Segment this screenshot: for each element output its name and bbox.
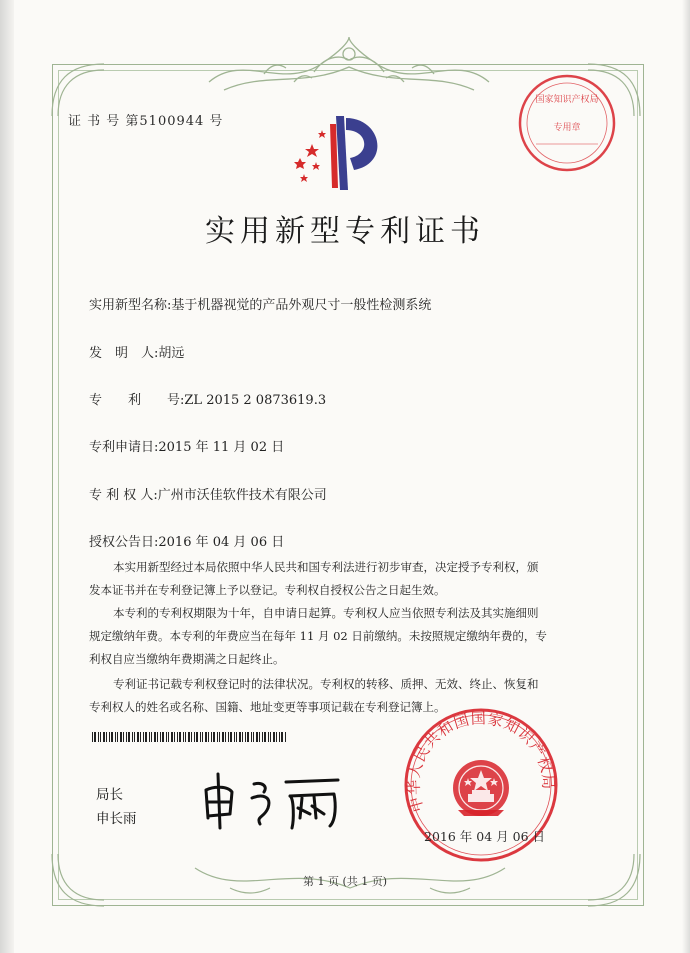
barcode-bar — [94, 732, 96, 742]
barcode-bar — [174, 732, 175, 742]
barcode-bar — [92, 732, 93, 742]
barcode-bar — [183, 732, 184, 742]
barcode-bar — [234, 732, 235, 742]
barcode-bar — [111, 732, 113, 742]
certificate-number: 证 书 号 第5100944 号 — [68, 114, 224, 129]
field-label: 专 利 权 人: — [89, 488, 158, 503]
barcode-bar — [251, 732, 252, 742]
barcode-bar — [123, 732, 124, 742]
barcode-bar — [115, 732, 116, 742]
barcode-bar — [191, 732, 192, 742]
stamp-top-text: 国家知识产权局 — [535, 95, 599, 105]
barcode-strip-icon — [92, 732, 288, 742]
barcode-bar — [185, 732, 186, 742]
body-line: 规定缴纳年费。本专利的年费应当在每年 11 月 02 日前缴纳。未按照规定缴纳年费的，专 — [89, 629, 547, 643]
barcode-bar — [109, 732, 110, 742]
barcode-bar — [168, 732, 169, 742]
barcode-bar — [230, 732, 232, 742]
certificate-body-text — [89, 556, 579, 719]
barcode-bar — [126, 732, 127, 742]
barcode-bar — [154, 732, 156, 742]
barcode-bar — [279, 732, 280, 742]
barcode-bar — [143, 732, 144, 742]
barcode-bar — [219, 732, 220, 742]
barcode-bar — [236, 732, 237, 742]
patentee-row — [89, 484, 327, 503]
page-number: 第 1 页 (共 1 页) — [302, 875, 388, 888]
certificate-title: 实用新型专利证书 — [205, 214, 485, 249]
scan-edge-shadow — [0, 0, 14, 953]
body-line: 本实用新型经过本局依照中华人民共和国专利法进行初步审查，决定授予专利权，颁 — [113, 560, 539, 574]
barcode-bar — [205, 732, 207, 742]
barcode-bar — [281, 732, 283, 742]
barcode-bar — [132, 732, 133, 742]
barcode-bar — [268, 732, 269, 742]
barcode-bar — [211, 732, 212, 742]
barcode-bar — [117, 732, 118, 742]
inventor-row — [89, 342, 184, 361]
body-line: 本专利的专利权期限为十年，自申请日起算。专利权人应当依照专利法及其实施细则 — [113, 606, 539, 620]
field-value: 广州市沃佳软件技术有限公司 — [157, 488, 327, 503]
barcode-bar — [160, 732, 161, 742]
barcode-bar — [177, 732, 178, 742]
barcode-bar — [273, 732, 275, 742]
body-line: 专利权人的姓名或名称、国籍、地址变更等事项记载在专利登记簿上。 — [89, 700, 446, 714]
barcode-bar — [134, 732, 135, 742]
director-name: 申长雨 — [96, 811, 137, 827]
barcode-bar — [171, 732, 173, 742]
barcode-bar — [196, 732, 198, 742]
barcode-bar — [151, 732, 152, 742]
field-label: 实用新型名称: — [89, 298, 172, 313]
barcode-bar — [194, 732, 195, 742]
patent-office-logo-icon — [286, 108, 396, 194]
field-value: 2015 年 11 月 02 日 — [158, 440, 285, 455]
barcode-bar — [208, 732, 209, 742]
grant-date-row — [89, 531, 284, 550]
barcode-bar — [202, 732, 203, 742]
barcode-bar — [253, 732, 254, 742]
body-line: 专利证书记载专利权登记时的法律状况。专利权的转移、质押、无效、终止、恢复和 — [113, 677, 539, 691]
barcode-bar — [98, 732, 99, 742]
barcode-bar — [213, 732, 215, 742]
field-label: 发 明 人: — [89, 346, 159, 361]
scan-edge-shadow-right — [682, 0, 690, 953]
barcode-bar — [162, 732, 164, 742]
barcode-bar — [103, 732, 105, 742]
barcode-bar — [285, 732, 286, 742]
barcode-bar — [256, 732, 258, 742]
barcode-bar — [100, 732, 101, 742]
barcode-bar — [137, 732, 139, 742]
top-ornament-icon — [204, 32, 494, 96]
barcode-bar — [145, 732, 147, 742]
barcode-bar — [228, 732, 229, 742]
director-title: 局长 — [96, 787, 123, 803]
barcode-bar — [242, 732, 243, 742]
barcode-bar — [222, 732, 224, 742]
field-label: 专利申请日: — [89, 440, 159, 455]
barcode-bar — [264, 732, 266, 742]
barcode-bar — [120, 732, 122, 742]
barcode-bar — [270, 732, 271, 742]
barcode-bar — [239, 732, 241, 742]
barcode-bar — [262, 732, 263, 742]
filing-date-row — [89, 436, 284, 455]
barcode-bar — [225, 732, 226, 742]
barcode-bar — [128, 732, 130, 742]
national-emblem-icon — [453, 760, 509, 816]
barcode-bar — [140, 732, 141, 742]
handwritten-signature-icon — [198, 768, 348, 832]
barcode-bar — [245, 732, 246, 742]
barcode-bar — [217, 732, 218, 742]
body-line: 利权自应当缴纳年费期满之日起终止。 — [89, 652, 285, 666]
barcode-bar — [200, 732, 201, 742]
field-label: 授权公告日: — [89, 535, 159, 550]
barcode-bar — [166, 732, 167, 742]
barcode-bar — [276, 732, 277, 742]
barcode-bar — [149, 732, 150, 742]
stamp-top-inner-text: 专用章 — [553, 123, 581, 133]
utility-model-name-row — [89, 294, 431, 313]
field-value: 胡远 — [158, 346, 185, 361]
special-seal-stamp-icon — [516, 72, 618, 174]
barcode-bar — [157, 732, 158, 742]
field-value: 2016 年 04 月 06 日 — [158, 535, 285, 550]
field-value: ZL 2015 2 0873619.3 — [184, 393, 327, 408]
barcode-bar — [259, 732, 260, 742]
seal-arc-text: 中华人民共和国国家知识产权局 — [404, 709, 558, 815]
barcode-bar — [106, 732, 107, 742]
field-value: 基于机器视觉的产品外观尺寸一般性检测系统 — [171, 298, 432, 313]
barcode-bar — [247, 732, 249, 742]
field-label: 专 利 号: — [89, 393, 185, 408]
patent-number-row — [89, 389, 326, 408]
seal-date: 2016 年 04 月 06 日 — [424, 829, 545, 844]
barcode-bar — [188, 732, 190, 742]
barcode-bar — [179, 732, 181, 742]
body-line: 发本证书并在专利登记簿上予以登记。专利权自授权公告之日起生效。 — [89, 583, 446, 597]
